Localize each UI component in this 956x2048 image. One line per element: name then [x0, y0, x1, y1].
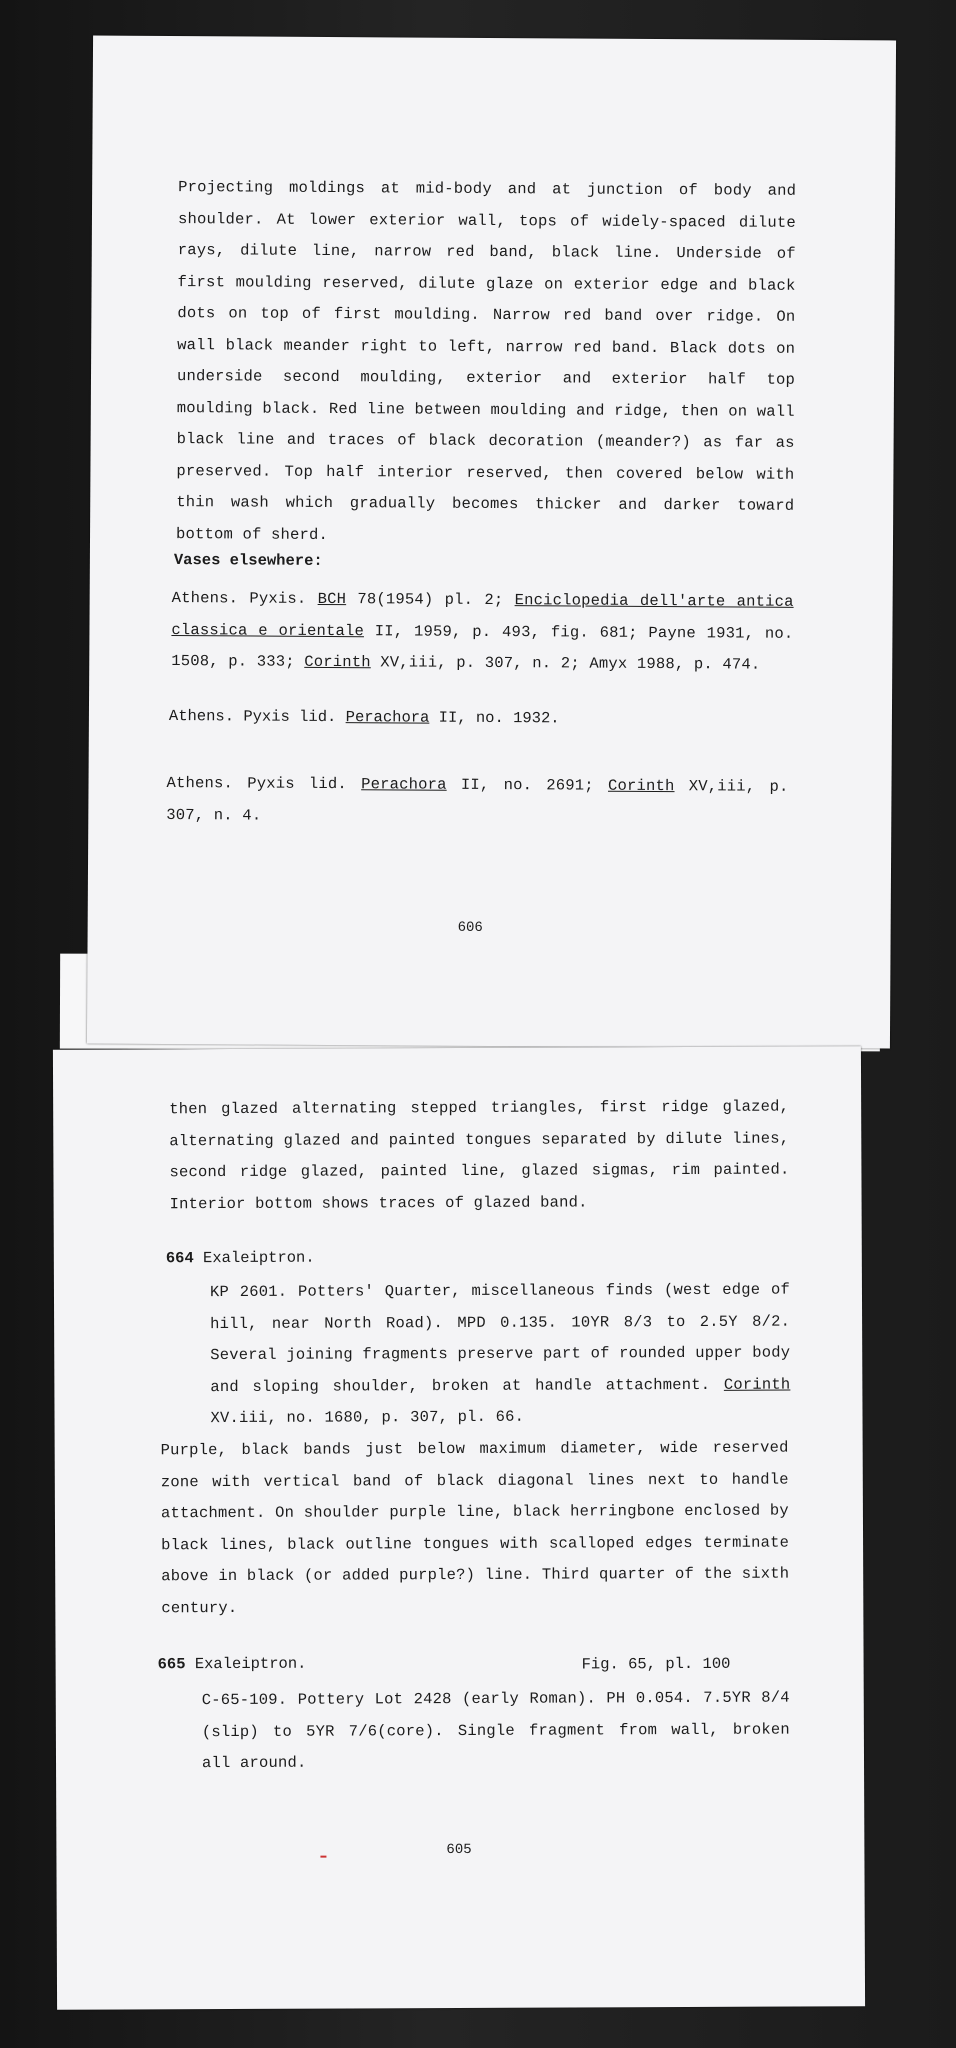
vases-elsewhere-heading: Vases elsewhere:	[173, 551, 323, 570]
reference-3	[166, 768, 788, 835]
ref3-perachora: Perachora	[361, 775, 447, 794]
entry-664-number: 664	[165, 1249, 194, 1268]
ref1-end: XV,iii, p. 307, n. 2; Amyx 1988, p. 474.	[370, 653, 761, 674]
reference-1	[171, 583, 794, 681]
page-number-top: 606	[457, 919, 483, 936]
entry-665-header	[158, 1655, 307, 1674]
ref1-bch: BCH	[317, 589, 347, 609]
ref3-pre: Athens. Pyxis lid.	[166, 774, 362, 794]
ref2-perachora: Perachora	[345, 708, 430, 727]
top-page	[87, 36, 896, 1049]
ref1-pre: Athens. Pyxis.	[171, 589, 318, 608]
ref2-end: II, no. 1932.	[429, 708, 560, 728]
entry-664-header	[166, 1249, 315, 1268]
e664-desc-pre: KP 2601. Potters' Quarter, miscellaneous finds (west edge of hill, near North Road). MPD 0.135. 10YR 8/3 to 2.5Y 8/2. Several joining fragments preserve part of rounded upper body and sloping shoulder, broken at handle attachment.	[209, 1280, 791, 1396]
continuation-paragraph: then glazed alternating stepped triangles, first ridge glazed, alternating glazed and painted tongues separated by dilute lines, second ridge glazed, painted line, glazed sigmas, rim painted. Interior bottom shows traces of glazed band.	[169, 1097, 790, 1213]
bottom-page	[53, 1046, 865, 2010]
ref1-enciclopedia: Enciclopedia dell'arte antica classica e orientale	[171, 591, 794, 640]
e664-corinth: Corinth	[723, 1375, 791, 1394]
entry-664-title: Exaleiptron.	[193, 1248, 315, 1268]
ref1-corinth: Corinth	[304, 652, 371, 672]
ref3-mid: II, no. 2691;	[446, 775, 609, 795]
red-ink-mark	[320, 1856, 326, 1858]
intro-paragraph: Projecting moldings at mid-body and at junction of body and shoulder. At lower exterior wall, tops of widely-spaced dilute rays, dilute line, narrow red band, black line. Underside of first moulding reserved, dilute glaze on exterior edge and black dots on top of first moulding. Narrow red band over ridge. On wall black meander right to left, narrow red band. Black dots on underside second moulding, exterior and exterior half top moulding black. Red line between moulding and ridge, then on wall black line and traces of black decoration (meander?) as far as preserved. Top half interior reserved, then covered below with thin wash which gradually becomes thicker and darker toward bottom of sherd.	[175, 178, 797, 544]
ref3-end: XV,iii, p. 307, n. 4.	[166, 777, 789, 825]
entry-665-description: C-65-109. Pottery Lot 2428 (early Roman). PH 0.054. 7.5YR 8/4 (slip) to 5YR 7/6(core). Single fragment from wall, broken all around.	[201, 1688, 790, 1773]
ref1-post: II, 1959, p. 493, fig. 681; Payne 1931, no. 1508, p. 333;	[171, 621, 794, 671]
entry-664-body: Purple, black bands just below maximum diameter, wide reserved zone with vertical band of black diagonal lines next to handle attachment. On shoulder purple line, black herringbone enclosed by black lines, black outline tongues with scalloped edges terminate above in black (or added purple?) line. Third quarter of the sixth century.	[160, 1438, 790, 1617]
ref2-pre: Athens. Pyxis lid.	[168, 707, 346, 727]
entry-665-title: Exaleiptron.	[185, 1654, 307, 1674]
entry-665-number: 665	[157, 1655, 186, 1674]
ref3-corinth: Corinth	[607, 776, 675, 796]
reference-2	[169, 707, 560, 727]
ref1-mid: 78(1954) pl. 2;	[346, 590, 515, 610]
page-number-bottom: 605	[446, 1841, 472, 1859]
entry-665-figure-ref: Fig. 65, pl. 100	[581, 1654, 731, 1674]
e664-desc-end: XV.iii, no. 1680, p. 307, pl. 66.	[210, 1407, 525, 1428]
entry-664-description	[210, 1275, 791, 1435]
